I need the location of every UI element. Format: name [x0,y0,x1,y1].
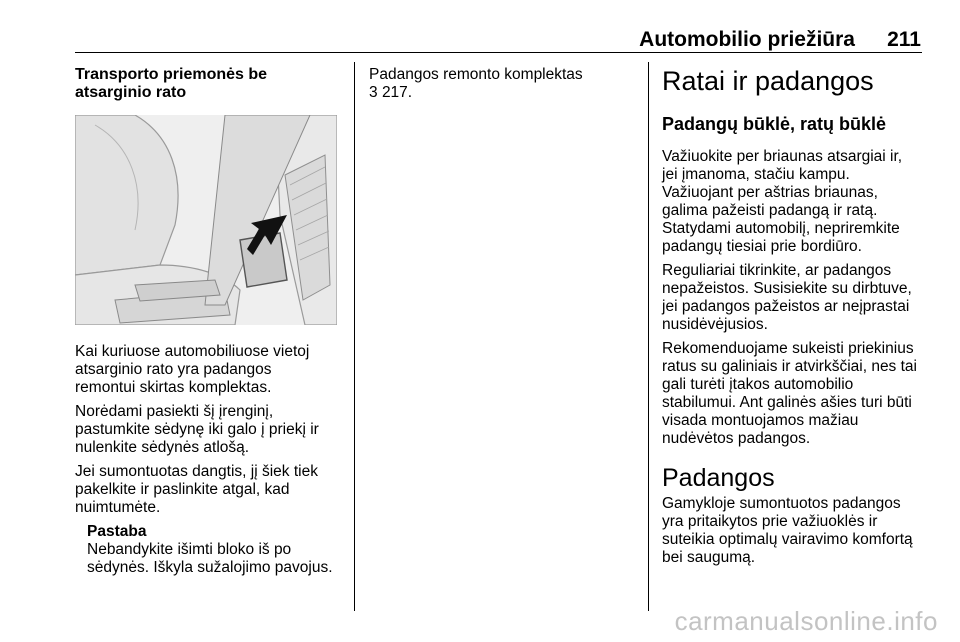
text-line: galima pažeisti padangą ir ratą. [662,202,878,219]
column-1 [75,64,343,102]
text-line: bei saugumą. [662,549,756,566]
column-3 [662,64,927,567]
reference-arrow-icon: 3 [369,84,378,101]
running-header-title: Automobilio priežiūra [639,28,855,51]
seat-drawing [75,115,337,325]
paragraph-check [662,262,927,334]
text-line: pakelkite ir paslinkite atgal, kad [75,481,290,498]
text-line: gali turėti įtakos automobilio [662,376,854,393]
note-text [87,541,343,577]
column-divider-1 [354,62,355,611]
text-line: Norėdami pasiekti šį įrenginį, [75,403,274,420]
reference-page: 217. [381,84,413,101]
text-line: Važiuokite per briaunas atsargiai ir, [662,148,903,165]
section-heading-tyres: Padangos [662,464,775,492]
note-box [75,523,343,577]
text-line: Kai kuriuose automobiliuose vietoj [75,343,310,360]
text-line: ratus su galiniais ir atvirkščiai, nes tai [662,358,917,375]
text-line: nudėvėtos padangos. [662,430,811,447]
text-line: remontui skirtas komplektas. [75,379,272,396]
paragraph-kerbs [662,148,927,256]
heading-line: atsarginio rato [75,84,187,101]
text-line: Važiuojant per aštrias briaunas, [662,184,878,201]
section-heading-no-spare-wheel [75,66,343,102]
paragraph-factory-tyres [662,495,927,567]
text-line: Statydami automobilį, nepriremkite [662,220,900,237]
text-line: suteikia optimalų vairavimo komfortą [662,531,913,548]
seat-illustration [75,115,337,325]
watermark: carmanualsonline.info [674,606,938,636]
text-line: Padangos remonto komplektas [369,66,583,83]
cross-reference-link[interactable] [369,84,412,101]
section-heading-tyre-condition: Padangų būklė, ratų būklė [662,114,887,134]
column-1-body [75,343,343,577]
text-line: nepažeistos. Susisiekite su dirbtuve, [662,280,912,297]
page-number: 211 [887,28,921,51]
text-line: stabilumui. Ant galinės ašies turi būti [662,394,912,411]
text-line: visada montuojamos mažiau [662,412,859,429]
text-line: Reguliariai tikrinkite, ar padangos [662,262,892,279]
column-2 [369,64,637,102]
text-line: Nebandykite išimti bloko iš po [87,541,292,558]
repair-kit-reference [369,66,637,102]
note-title: Pastaba [87,523,147,540]
paragraph-cover [75,463,343,517]
text-line: jei padangos pažeistos ar neįprastai [662,298,910,315]
column-divider-2 [648,62,649,611]
text-line: yra pritaikytos prie važiuoklės ir [662,513,878,530]
text-line: Gamykloje sumontuotos padangos [662,495,901,512]
paragraph-access [75,403,343,457]
text-line: atsarginio rato yra padangos [75,361,272,378]
text-line: Rekomenduojame sukeisti priekinius [662,340,914,357]
text-line: nulenkite sėdynės atlošą. [75,439,250,456]
paragraph-intro [75,343,343,397]
text-line: pastumkite sėdynę iki galo į priekį ir [75,421,319,438]
chapter-heading-wheels-tyres: Ratai ir padangos [662,66,874,96]
heading-line: Transporto priemonės be [75,66,268,83]
text-line: nusidėvėjusios. [662,316,768,333]
text-line: padangų tiesiai prie bordiūro. [662,238,862,255]
text-line: nuimtumėte. [75,499,161,516]
text-line: Jei sumontuotas dangtis, jį šiek tiek [75,463,318,480]
header-rule [75,52,922,53]
text-line: sėdynės. Iškyla sužalojimo pavojus. [87,559,333,576]
text-line: jei įmanoma, stačiu kampu. [662,166,850,183]
paragraph-rotation [662,340,927,448]
